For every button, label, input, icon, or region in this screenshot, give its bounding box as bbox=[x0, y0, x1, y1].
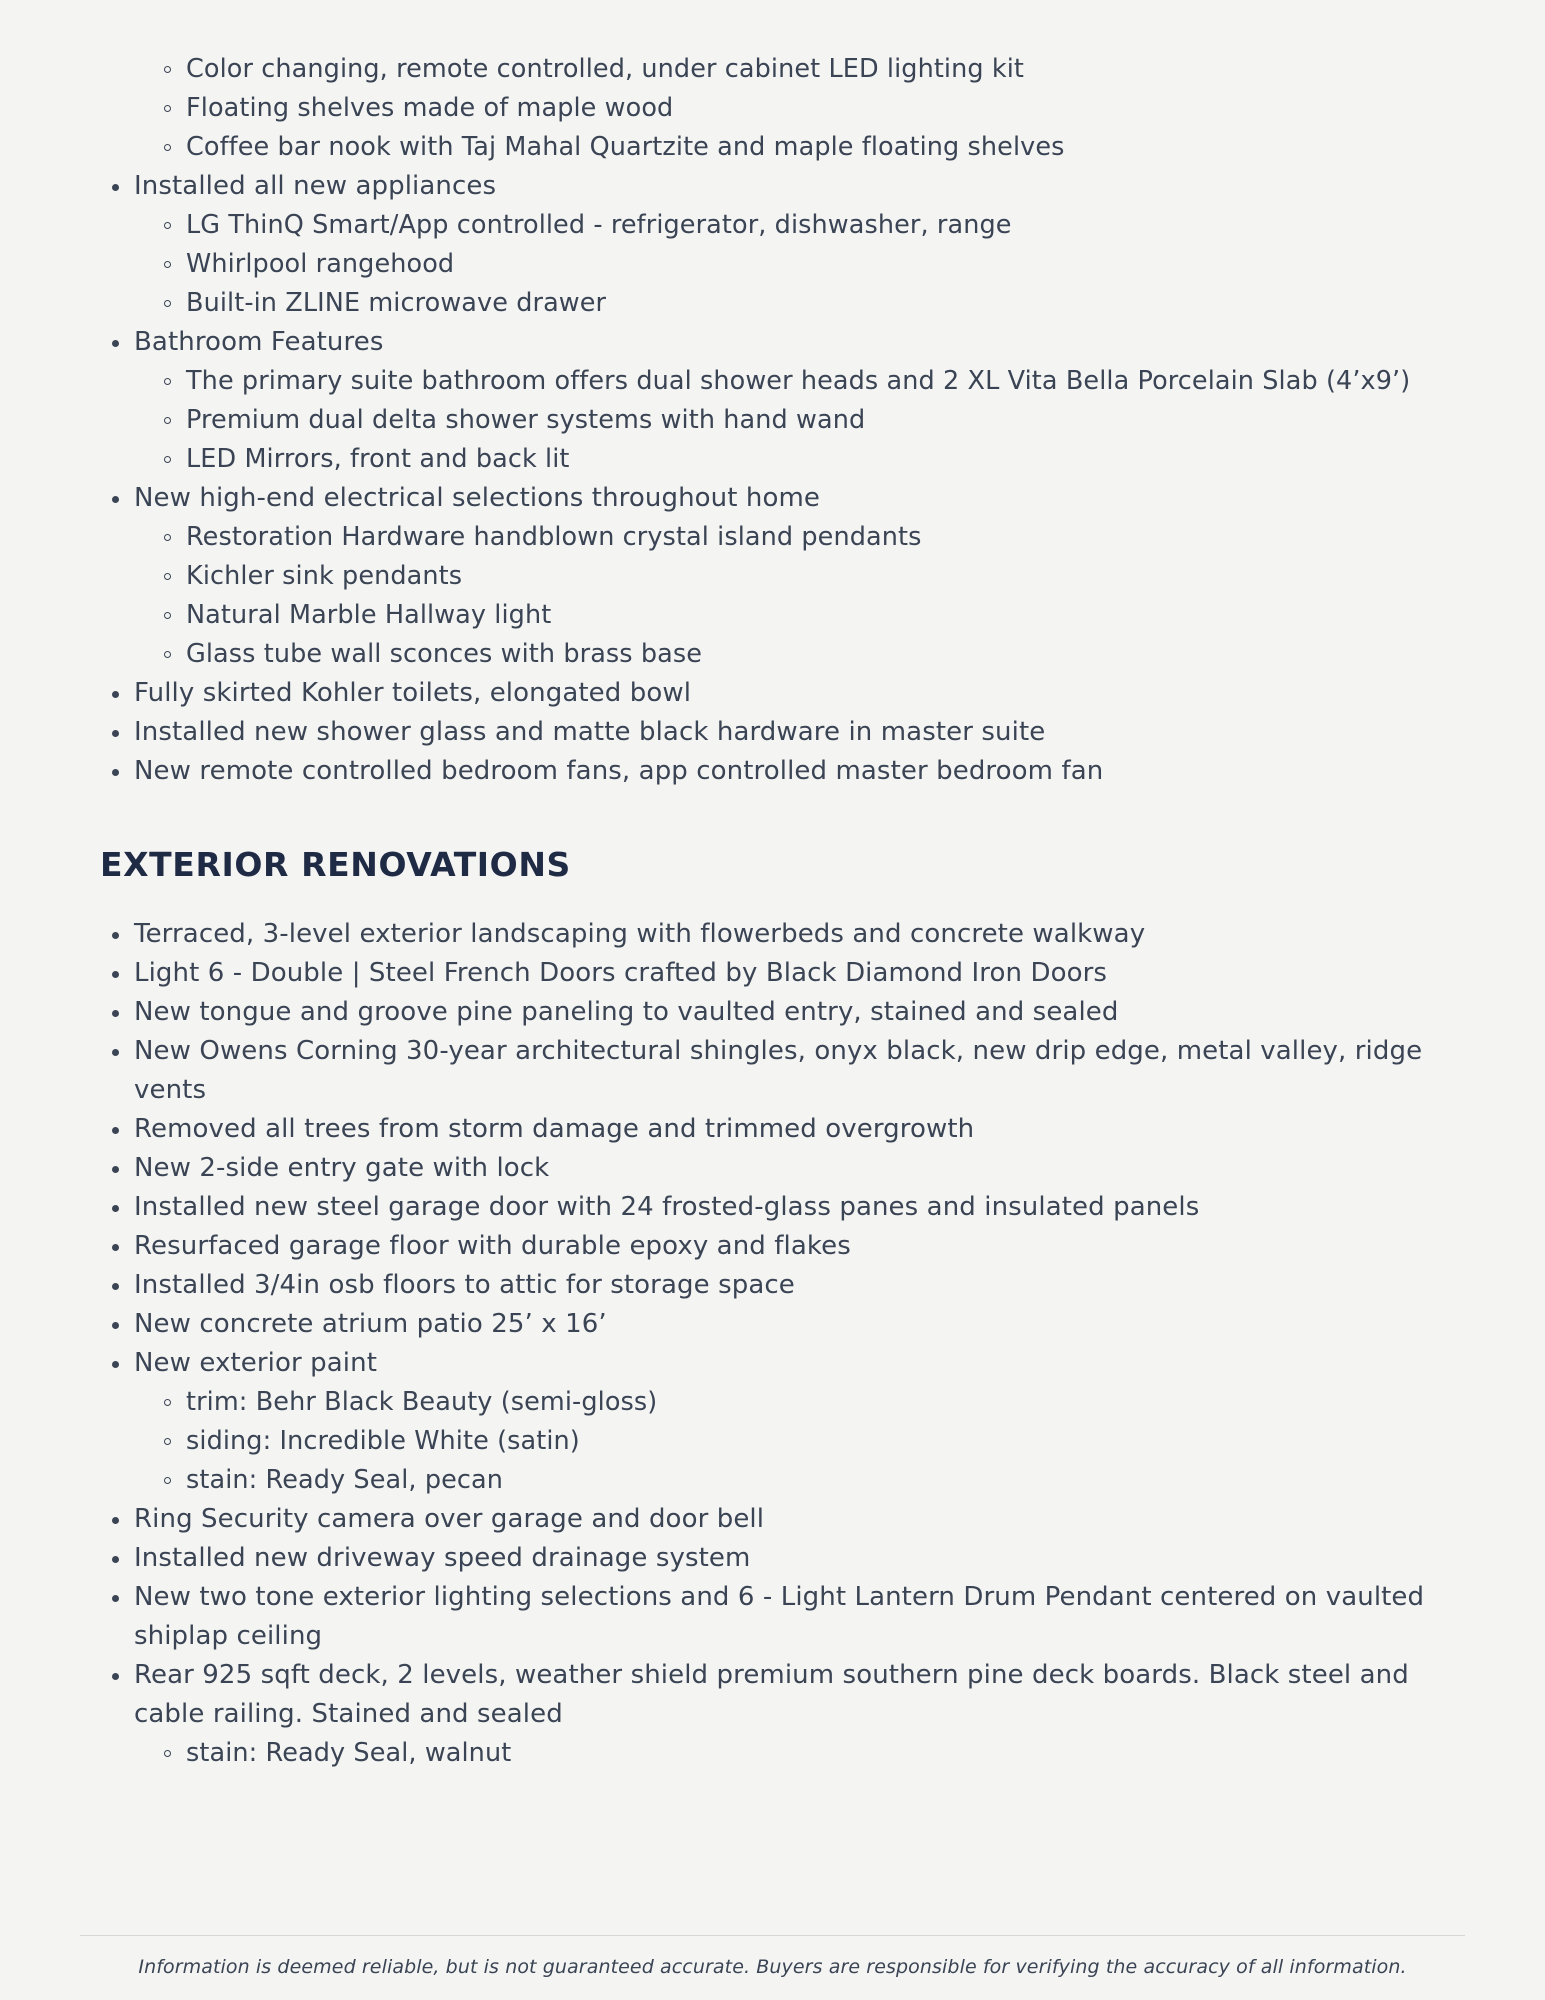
list-item bbox=[100, 1149, 1445, 1188]
list-item bbox=[152, 518, 1445, 557]
exterior-list bbox=[100, 915, 1445, 1773]
list-item-text: Kichler sink pendants bbox=[186, 561, 463, 591]
list-item-text: Fully skirted Kohler toilets, elongated bowl bbox=[134, 678, 692, 708]
list-item-text: New Owens Corning 30-year architectural shingles, onyx black, new drip edge, metal valley, ridge vents bbox=[134, 1036, 1423, 1105]
list-item-text: Light 6 - Double | Steel French Doors crafted by Black Diamond Iron Doors bbox=[134, 958, 1108, 988]
list-item-text: Bathroom Features bbox=[134, 327, 384, 357]
list-item-text: Glass tube wall sconces with brass base bbox=[186, 639, 703, 669]
list-item-text: Natural Marble Hallway light bbox=[186, 600, 552, 630]
section-heading-exterior-renovations: EXTERIOR RENOVATIONS bbox=[100, 845, 571, 884]
footer-divider bbox=[80, 1935, 1465, 1936]
list-item bbox=[100, 1227, 1445, 1266]
list-item bbox=[152, 206, 1445, 245]
list-item-text: Installed all new appliances bbox=[134, 171, 497, 201]
list-item-text: stain: Ready Seal, pecan bbox=[186, 1465, 504, 1495]
list-item-text: New high-end electrical selections throughout home bbox=[134, 483, 821, 513]
list-item-text: Terraced, 3-level exterior landscaping with flowerbeds and concrete walkway bbox=[134, 919, 1146, 949]
list-item-text: New exterior paint bbox=[134, 1348, 377, 1378]
list-item bbox=[100, 167, 1445, 206]
list-item bbox=[152, 245, 1445, 284]
list-item-text: stain: Ready Seal, walnut bbox=[186, 1738, 512, 1768]
list-item-text: The primary suite bathroom offers dual shower heads and 2 XL Vita Bella Porcelain Slab (4’x9’) bbox=[186, 366, 1411, 396]
list-item bbox=[152, 596, 1445, 635]
list-item bbox=[100, 1344, 1445, 1383]
list-item bbox=[152, 89, 1445, 128]
list-item bbox=[100, 479, 1445, 518]
list-item bbox=[100, 674, 1445, 713]
list-item bbox=[100, 1032, 1445, 1110]
list-item-text: Restoration Hardware handblown crystal island pendants bbox=[186, 522, 922, 552]
list-item bbox=[100, 993, 1445, 1032]
list-item bbox=[100, 1578, 1445, 1656]
list-item bbox=[152, 557, 1445, 596]
list-item bbox=[100, 915, 1445, 954]
list-item-text: LED Mirrors, front and back lit bbox=[186, 444, 570, 474]
list-item bbox=[152, 440, 1445, 479]
list-item bbox=[152, 50, 1445, 89]
list-item-text: LG ThinQ Smart/App controlled - refrigerator, dishwasher, range bbox=[186, 210, 1012, 240]
list-item-text: siding: Incredible White (satin) bbox=[186, 1426, 580, 1456]
list-item-text: New 2-side entry gate with lock bbox=[134, 1153, 550, 1183]
list-item-text: New tongue and groove pine paneling to vaulted entry, stained and sealed bbox=[134, 997, 1119, 1027]
list-item bbox=[152, 401, 1445, 440]
list-item bbox=[152, 1422, 1445, 1461]
list-item-text: Installed new shower glass and matte black hardware in master suite bbox=[134, 717, 1046, 747]
list-item bbox=[152, 1461, 1445, 1500]
list-item-text: Color changing, remote controlled, under cabinet LED lighting kit bbox=[186, 54, 1025, 84]
exterior-sublist-paint bbox=[152, 1383, 1445, 1500]
list-item bbox=[100, 1188, 1445, 1227]
list-item-text: New concrete atrium patio 25’ x 16’ bbox=[134, 1309, 607, 1339]
list-item bbox=[100, 1656, 1445, 1734]
list-item bbox=[152, 1734, 1445, 1773]
list-item bbox=[152, 635, 1445, 674]
list-item bbox=[100, 1110, 1445, 1149]
list-item-text: New two tone exterior lighting selections and 6 - Light Lantern Drum Pendant centered on vaulted shiplap ceiling bbox=[134, 1582, 1425, 1651]
footer-disclaimer: Information is deemed reliable, but is not guaranteed accurate. Buyers are responsible for verifying the accuracy of all information. bbox=[138, 1956, 1407, 1978]
list-item-text: Ring Security camera over garage and door bell bbox=[134, 1504, 765, 1534]
interior-sublist-kitchen bbox=[152, 50, 1445, 167]
list-item bbox=[100, 323, 1445, 362]
list-item-text: Resurfaced garage floor with durable epoxy and flakes bbox=[134, 1231, 851, 1261]
page-footer bbox=[0, 1935, 1545, 2000]
list-item-text: Premium dual delta shower systems with hand wand bbox=[186, 405, 866, 435]
list-item-text: Coffee bar nook with Taj Mahal Quartzite and maple floating shelves bbox=[186, 132, 1065, 162]
interior-sublist-appliances bbox=[152, 206, 1445, 323]
list-item bbox=[100, 1305, 1445, 1344]
list-item bbox=[152, 284, 1445, 323]
list-item bbox=[100, 1539, 1445, 1578]
interior-renovations-continued-list bbox=[100, 50, 1445, 791]
list-item bbox=[100, 1266, 1445, 1305]
list-item bbox=[100, 713, 1445, 752]
interior-sublist-electrical bbox=[152, 518, 1445, 674]
list-item-text: Rear 925 sqft deck, 2 levels, weather shield premium southern pine deck boards. Black steel and cable railing. Stained and sealed bbox=[134, 1660, 1409, 1729]
exterior-renovations-list bbox=[100, 915, 1445, 1773]
list-item-text: Floating shelves made of maple wood bbox=[186, 93, 674, 123]
list-item-text: Built-in ZLINE microwave drawer bbox=[186, 288, 607, 318]
list-item bbox=[100, 752, 1445, 791]
list-item-text: Installed 3/4in osb floors to attic for storage space bbox=[134, 1270, 795, 1300]
list-item-text: New remote controlled bedroom fans, app controlled master bedroom fan bbox=[134, 756, 1104, 786]
list-item-text: Removed all trees from storm damage and trimmed overgrowth bbox=[134, 1114, 975, 1144]
list-item-text: trim: Behr Black Beauty (semi-gloss) bbox=[186, 1387, 658, 1417]
interior-sublist-bathroom bbox=[152, 362, 1445, 479]
list-item bbox=[152, 362, 1445, 401]
list-item-text: Installed new driveway speed drainage system bbox=[134, 1543, 751, 1573]
exterior-sublist-deck-stain bbox=[152, 1734, 1445, 1773]
list-item-text: Whirlpool rangehood bbox=[186, 249, 455, 279]
list-item bbox=[100, 1500, 1445, 1539]
list-item bbox=[100, 954, 1445, 993]
interior-list bbox=[100, 50, 1445, 791]
list-item-text: Installed new steel garage door with 24 frosted-glass panes and insulated panels bbox=[134, 1192, 1200, 1222]
list-item bbox=[152, 128, 1445, 167]
list-item bbox=[152, 1383, 1445, 1422]
